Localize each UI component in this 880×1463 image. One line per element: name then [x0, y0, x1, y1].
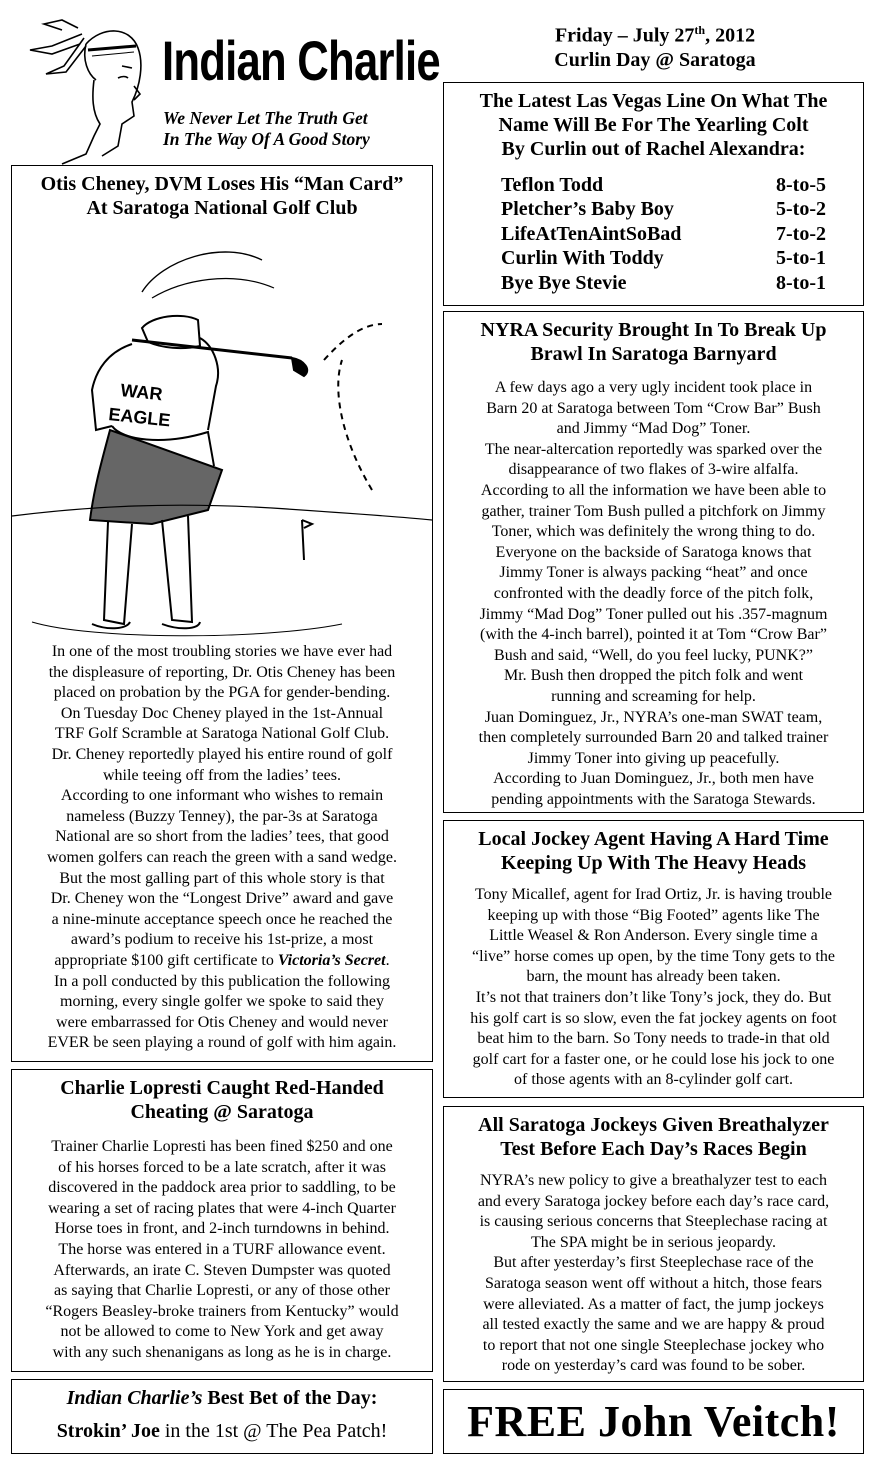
odds-name: LifeAtTenAintSoBad — [501, 222, 682, 245]
issue-date: Friday – July 27th, 2012 — [554, 23, 756, 47]
odds-name: Curlin With Toddy — [501, 247, 664, 270]
nyra-security-article — [443, 311, 864, 813]
tagline-line-2: In The Way Of A Good Story — [163, 129, 370, 149]
odds-value: 7-to-2 — [776, 222, 826, 245]
odds-value: 8-to-1 — [776, 271, 826, 294]
odds-name: Teflon Todd — [501, 174, 604, 196]
breath-body: NYRA’s new policy to give a breathalyzer test to each and every Saratoga jockey before each day’s race card, is causing serious concerns that Steeplechase racing at The SPA might be in serious jeopardy. But after yesterday’s first Steeplechase race of the Saratoga season went off without a hitch, those fears were alleviated. As a matter of fact, the jump jockeys all tested exactly the same and we are happy & proud to report that not one single Steeplechase jockey who rode on yesterday’s card was found to be sober. — [477, 1172, 830, 1375]
odds-value: 5-to-1 — [776, 247, 826, 270]
cheney-body: In one of the most troubling stories we have ever had the displeasure of reporting, Dr. Otis Cheney has been placed on probation by the PGA for gender-bending. On Tuesday Doc Cheney played in the 1st-Annual TRF Golf Scramble at Saratoga National Golf Club. Dr. Cheney reportedly played his entire round of golf while teeing off from the ladies’ tees. According to one informant who wishes to remain nameless (Buzzy Tenney), the par-3s at Saratoga National are so short from the ladies’ tees, that good women golfers can reach the green with a sand wedge. But the most galling part of this whole story is that Dr. Cheney won the “Longest Drive” award and gave a nine-minute acceptance speech once he reached the award’s podium to receive his 1st-prize, a most appropriate $100 gift certificate to Victoria’s Secret. In a poll conducted by this publication the following morning, every single golfer we spoke to said they were embarrassed for Otis Cheney and would never EVER be seen playing a round of golf with him again. — [46, 643, 398, 1052]
issue-day-name: Curlin Day @ Saratoga — [554, 48, 756, 71]
vegas-headline: The Latest Las Vegas Line On What The Name Will Be For The Yearling Colt By Curlin out of Rachel Alexandra: — [479, 90, 828, 160]
nyra-body: A few days ago a very ugly incident took place in Barn 20 at Saratoga between Tom “Crow Bar” Bush and Jimmy “Mad Dog” Toner. The near-altercation reportedly was sparked over the disappearance of two flakes of 3-wire alfalfa. According to all the information we have been able to gather, trainer Tom Bush pulled a pitchfork on Jimmy Toner, which was definitely the wrong thing to do. Everyone on the backside of Saratoga knows that Jimmy Toner is always packing “heat” and once confronted with the deadly force of the pitch folk, Jimmy “Mad Dog” Toner pulled out his .357-magnum (with the 4-inch barrel), pointed it at Tom “Crow Bar” Bush and said, “Well, do you feel lucky, PUNK?” Mr. Bush then dropped the pitch folk and went running and screaming for help. Juan Dominguez, Jr., NYRA’s one-man SWAT team, then completely surrounded Barn 20 and talked trainer Jimmy Toner into giving up peacefully. According to Juan Dominguez, Jr., both men have pending appointments with the Saratoga Stewards. — [478, 379, 829, 808]
odds-name: Bye Bye Stevie — [501, 271, 627, 294]
lopresti-article — [11, 1069, 433, 1372]
jockey-agent-article — [443, 820, 864, 1098]
lopresti-body: Trainer Charlie Lopresti has been fined $250 and one of his horses forced to be a late scratch, after it was discovered in the paddock area prior to saddling, to be wearing a set of racing plates that were 4-inch Quarter Horse toes in front, and 2-inch turndowns in behind. The horse was entered in a TURF allowance event. Afterwards, an irate C. Steven Dumpster was quoted as saying that Charlie Lopresti, or any of those other “Rogers Beasley-broke trainers from Kentucky” would not be allowed to come to New York and get away with any such shenanigans as long as he is in charge. — [45, 1138, 399, 1361]
odds-value: 8-to-5 — [776, 174, 826, 196]
agent-body: Tony Micallef, agent for Irad Ortiz, Jr. is having trouble keeping up with those “Big Footed” agents like The Little Weasel & Ron Anderson. Every single time a “live” horse comes up open, by the time Tony gets to the barn, the mount has already been taken. It’s not that trainers don’t like Tony’s jock, they do. But his golf cart is so slow, even the fat jockey agents on foot beat him to the barn. So Tony needs to trade-in that old golf cart for a faster one, or he could lose his jock to one of those agents with an 8-cylinder golf cart. — [470, 886, 837, 1089]
vegas-line-box — [443, 82, 864, 306]
cheney-article — [11, 165, 433, 1062]
breathalyzer-article — [443, 1106, 864, 1382]
dateline — [540, 18, 770, 72]
best-bet-title: Indian Charlie’s Best Bet of the Day: — [66, 1387, 378, 1409]
masthead-logo-indian-head — [22, 16, 162, 166]
masthead-tagline — [163, 108, 370, 150]
shirt-text-eagle: EAGLE — [107, 404, 172, 431]
vegas-odds-table — [501, 173, 863, 295]
odds-name: Pletcher’s Baby Boy — [501, 198, 674, 221]
odds-value: 5-to-2 — [776, 198, 826, 221]
best-bet-pick: Strokin’ Joe in the 1st @ The Pea Patch! — [56, 1420, 388, 1442]
shirt-text-war: WAR — [119, 380, 164, 405]
golfer-cartoon — [12, 220, 432, 642]
masthead-title: Indian Charlie — [162, 29, 440, 92]
free-john-veitch-box — [443, 1389, 864, 1454]
free-john-veitch-text: FREE John Veitch! — [467, 1397, 840, 1446]
agent-headline: Local Jockey Agent Having A Hard Time Keeping Up With The Heavy Heads — [478, 828, 829, 874]
cheney-headline: Otis Cheney, DVM Loses His “Man Card” At Saratoga National Golf Club — [40, 173, 404, 219]
lopresti-headline: Charlie Lopresti Caught Red-Handed Cheating @ Saratoga — [60, 1077, 384, 1123]
nyra-headline: NYRA Security Brought In To Break Up Brawl In Saratoga Barnyard — [480, 319, 827, 365]
tagline-line-1: We Never Let The Truth Get — [163, 108, 368, 128]
best-bet-box — [11, 1379, 433, 1454]
breath-headline: All Saratoga Jockeys Given Breathalyzer Test Before Each Day’s Races Begin — [478, 1114, 829, 1160]
